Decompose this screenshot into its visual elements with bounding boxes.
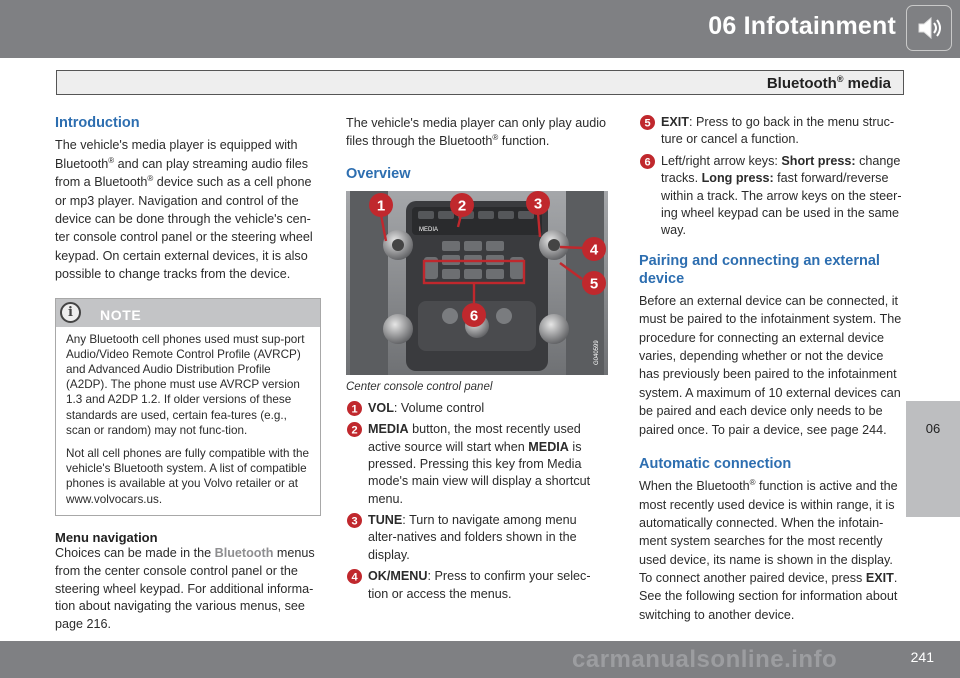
callout-5: 5 <box>589 275 599 293</box>
section-bar <box>56 70 904 95</box>
note-header <box>56 299 320 327</box>
svg-text:1: 1 <box>351 403 358 416</box>
media-button-label: MEDIA <box>419 227 439 234</box>
side-tab-label: 06 <box>925 421 941 436</box>
note-paragraph-2: Not all cell phones are fully compatible with the vehicle's Bluetooth system. A list of compatible phones is available at you Volvo retailer or at www.volvocars.us. <box>66 446 309 506</box>
speaker-icon <box>906 5 952 51</box>
figure-code: G040599 <box>594 340 600 366</box>
menu-navigation-paragraph: Choices can be made in the Bluetooth menus from the center console control panel or the steering wheel keypad. For additional informa-tion about navigating the various menus, see page 216. <box>55 546 315 631</box>
number-badge-icon <box>347 513 362 528</box>
list-item: 6 Left/right arrow keys: Short press: change tracks. Long press: fast forward/reverse within a track. The arrow keys on the steer-ing wheel keypad can be used in the same way. <box>639 153 907 240</box>
bluetooth-menu-term: Bluetooth <box>214 546 274 561</box>
number-badge-icon <box>640 154 655 169</box>
figure-caption: Center console control panel <box>346 381 493 394</box>
number-badge-icon <box>347 569 362 584</box>
header-bar <box>0 0 960 58</box>
list-item: 1 VOL: Volume control <box>346 400 608 417</box>
list-item: 5 EXIT: Press to go back in the menu struc-ture or cancel a function. <box>639 114 907 149</box>
media-player-paragraph: The vehicle's media player can only play audio files through the Bluetooth® function. <box>346 116 607 149</box>
column-middle <box>346 114 608 603</box>
info-icon: i <box>60 302 81 323</box>
intro-heading: Introduction <box>55 115 140 131</box>
note-body <box>56 327 320 515</box>
column-right <box>639 114 907 624</box>
number-badge-icon <box>347 422 362 437</box>
svg-text:2: 2 <box>351 424 358 437</box>
callout-1: 1 <box>376 197 386 215</box>
chapter-side-tab <box>906 401 960 517</box>
pairing-paragraph: Before an external device can be connected, it must be paired to the infotainment system. The procedure for connecting an external device varies, depending whether or not the device has previously been paired to the infotainment system. A maximum of 10 external devices can be paired and each device only needs to be paired once. To pair a device, see page 244. <box>639 293 902 437</box>
callout-3: 3 <box>533 195 543 213</box>
center-console-figure <box>346 191 608 375</box>
number-badge-icon <box>347 401 362 416</box>
list-item: 3 TUNE: Turn to navigate among menu alter-natives and folders shown in the display. <box>346 512 608 564</box>
menu-navigation-heading: Menu navigation <box>55 529 158 545</box>
svg-text:3: 3 <box>351 515 358 528</box>
column-left <box>55 114 321 633</box>
note-label: NOTE <box>100 306 142 323</box>
note-box <box>55 298 321 516</box>
intro-paragraph: The vehicle's media player is equipped with Bluetooth® and can play streaming audio files from a Bluetooth® device such as a cell phone or mp3 player. Navigation and control of the device can be done through the vehicle's cen-ter console control panel or the steering wheel keypad. On certain external devices, it is also possible to change tracks from the device. <box>55 138 313 282</box>
automatic-connection-paragraph: When the Bluetooth® function is active and the most recently used device is within range, it is automatically connected. When the infotain-ment system searches for the most recently used device, its name is shown in the display. To connect another paired device, press EXIT. See the following section for information about switching to another device. <box>639 478 898 622</box>
chapter-title: 06 Infotainment <box>708 12 896 40</box>
callout-4: 4 <box>589 241 599 259</box>
svg-text:4: 4 <box>351 571 358 584</box>
svg-text:6: 6 <box>644 156 651 169</box>
list-item: 2 MEDIA button, the most recently used active source will start when MEDIA is pressed. Pressing this key from Media mode's main view will display a shortcut menu. <box>346 421 608 508</box>
section-title: Bluetooth® media <box>766 74 891 92</box>
note-paragraph-1: Any Bluetooth cell phones used must sup-port Audio/Video Remote Control Profile (AVRCP) and Advanced Audio Distribution Profile (A2DP). The phone must use AVRCP version 1.3 and A2DP 1.2. If older versions of these standards are used, certain fea-tures (e.g., scan or random) may not func-tion. <box>66 332 305 437</box>
svg-text:5: 5 <box>644 117 651 130</box>
automatic-connection-heading: Automatic connection <box>639 455 792 472</box>
pairing-heading: Pairing and connecting an external device <box>639 252 880 287</box>
overview-heading: Overview <box>346 165 411 182</box>
list-item: 4 OK/MENU: Press to confirm your selec-tion or access the menus. <box>346 568 608 603</box>
watermark-text: carmanualsonline.info <box>572 646 838 673</box>
page-number: 241 <box>910 649 934 665</box>
number-badge-icon <box>640 115 655 130</box>
menu-navigation-section <box>55 530 321 634</box>
callout-6: 6 <box>469 307 479 325</box>
callout-2: 2 <box>457 197 467 215</box>
